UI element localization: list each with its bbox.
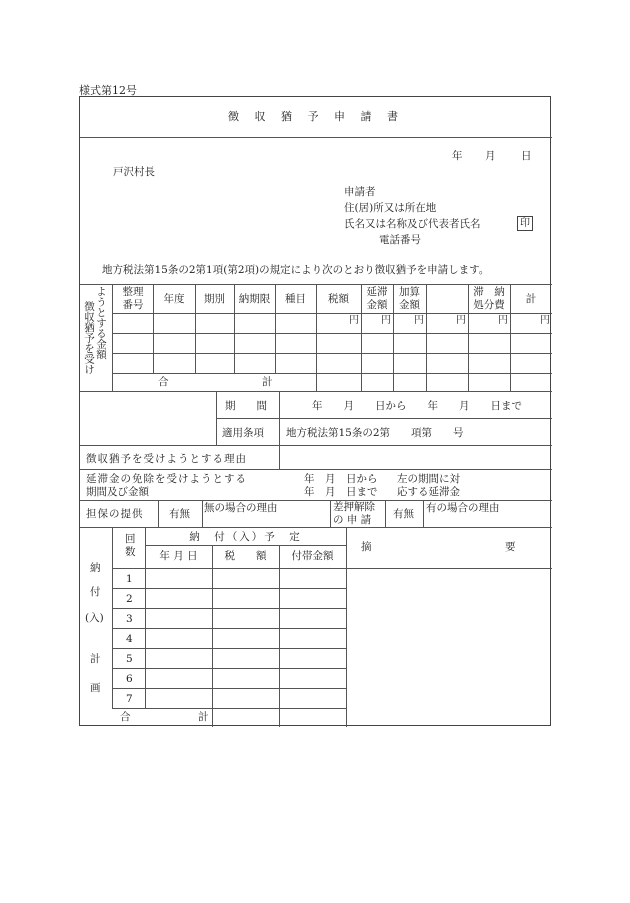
divider <box>112 333 552 334</box>
date-day: 日 <box>521 150 532 162</box>
divider <box>80 445 552 446</box>
collateral-umu: 有無 <box>169 508 190 520</box>
plan-total-left: 合 <box>120 711 131 723</box>
plan-side-1: 納 <box>90 562 101 574</box>
plan-group-header: 納 付（入）予 定 <box>189 531 302 543</box>
seizure-release-2: の 申 請 <box>333 514 372 526</box>
seal-mark: 印 <box>517 216 533 231</box>
col-zeigaku: 税額 <box>328 293 349 305</box>
applicant-address: 住(居)所又は所在地 <box>344 202 437 214</box>
form-number: 様式第12号 <box>79 84 137 97</box>
divider <box>80 391 552 392</box>
plan-side-3: (入) <box>85 612 104 624</box>
col-kasan-2: 金額 <box>399 299 420 311</box>
divider <box>112 373 552 374</box>
col-nokigen: 納期限 <box>238 293 271 305</box>
plan-row-number: 5 <box>126 653 133 665</box>
divider <box>145 545 346 546</box>
kikan-value: 年 月 日から 年 月 日まで <box>312 400 522 412</box>
col-seiri-2: 番号 <box>122 299 144 311</box>
plan-side-5: 画 <box>90 682 101 694</box>
divider <box>330 500 331 527</box>
col-nendo: 年度 <box>163 293 185 305</box>
col-entai-1: 延滞 <box>366 286 388 298</box>
divider <box>112 688 346 689</box>
remarks-label-right: 要 <box>505 541 516 553</box>
divider <box>80 500 552 501</box>
yen-mark: 円 <box>381 315 391 326</box>
plan-side-4: 計 <box>90 653 101 665</box>
delinquency-note-2: 応する延滞金 <box>397 486 460 498</box>
delinquency-date-from: 年 月 日から <box>304 473 378 485</box>
divider <box>279 545 280 727</box>
divider <box>426 284 427 391</box>
divider <box>112 708 346 709</box>
col-kei: 計 <box>525 293 537 305</box>
divider <box>112 313 552 314</box>
date-month: 月 <box>485 150 496 162</box>
collateral-none-reason: 無の場合の理由 <box>204 502 278 514</box>
yen-mark: 円 <box>414 315 424 326</box>
plan-fee-header: 付帯金額 <box>291 550 334 562</box>
divider <box>112 668 346 669</box>
divider <box>202 500 203 527</box>
divider <box>423 500 424 527</box>
delinquency-date-to: 年 月 日まで <box>304 486 378 498</box>
plan-side-2: 付 <box>90 586 101 598</box>
plan-row-number: 6 <box>126 673 133 685</box>
kaisu-label-1: 回 <box>125 533 136 545</box>
kaisu-label-2: 数 <box>125 546 136 558</box>
divider <box>112 628 346 629</box>
plan-row-number: 4 <box>126 633 133 645</box>
divider <box>112 648 346 649</box>
divider <box>112 588 346 589</box>
amount-total-right: 計 <box>262 376 273 388</box>
divider <box>385 500 386 527</box>
col-tainou-1: 滞 納 <box>473 286 505 298</box>
divider <box>80 527 552 528</box>
kikan-label: 期 間 <box>225 400 267 412</box>
col-kasan-1: 加算 <box>399 286 420 298</box>
col-shumoku: 種目 <box>285 293 306 305</box>
form-title: 徴 収 猶 予 申 請 書 <box>228 110 404 123</box>
collateral-label: 担保の提供 <box>86 508 144 520</box>
divider <box>112 608 346 609</box>
applicant-label: 申請者 <box>344 186 376 198</box>
divider <box>279 445 280 469</box>
amount-side-label-2: ようとする金額 <box>95 286 107 360</box>
applicant-name: 氏名又は名称及び代表者氏名 <box>344 218 481 230</box>
joko-value: 地方税法第15条の2第 項第 号 <box>286 427 464 439</box>
yen-mark: 円 <box>498 315 508 326</box>
yen-mark: 円 <box>540 315 550 326</box>
reason-label: 徴収猶予を受けようとする理由 <box>86 453 247 465</box>
plan-row-number: 7 <box>126 693 133 705</box>
date-year: 年 <box>452 150 463 162</box>
yen-mark: 円 <box>349 315 359 326</box>
joko-label: 適用条項 <box>222 427 264 439</box>
collateral-yes-reason: 有の場合の理由 <box>426 502 500 514</box>
col-tainou-2: 処分費 <box>473 299 505 311</box>
amount-total-left: 合 <box>158 376 169 388</box>
col-kibetsu: 期別 <box>204 293 225 305</box>
divider <box>112 568 552 569</box>
application-form <box>79 96 551 726</box>
col-entai-2: 金額 <box>366 299 388 311</box>
plan-row-number: 3 <box>126 613 133 625</box>
plan-tax-header: 税 額 <box>224 550 267 562</box>
delinquency-label-2: 期間及び金額 <box>86 486 149 498</box>
divider <box>346 527 347 727</box>
yen-mark: 円 <box>456 315 466 326</box>
delinquency-label-1: 延滞金の免除を受けようとする <box>86 473 247 485</box>
seizure-release-1: 差押解除 <box>333 501 375 513</box>
addressee: 戸沢村長 <box>113 166 155 178</box>
divider <box>212 545 213 727</box>
divider <box>112 527 113 708</box>
divider <box>216 418 552 419</box>
plan-total-right: 計 <box>198 711 209 723</box>
seizure-umu: 有無 <box>393 508 414 520</box>
applicant-phone: 電話番号 <box>379 234 421 246</box>
divider <box>112 353 552 354</box>
divider <box>80 469 552 470</box>
plan-row-number: 2 <box>126 593 133 605</box>
amount-side-label-1: 徴収猶予を受け <box>83 301 95 375</box>
divider <box>158 500 159 527</box>
delinquency-note-1: 左の期間に対 <box>397 473 460 485</box>
plan-row-number: 1 <box>126 573 133 585</box>
divider <box>80 137 552 138</box>
col-seiri-1: 整理 <box>122 286 144 298</box>
plan-date-header: 年 月 日 <box>159 550 198 562</box>
application-statement: 地方税法第15条の2第1項(第2項)の規定により次のとおり徴収猶予を申請します。 <box>102 264 490 276</box>
remarks-label-left: 摘 <box>361 541 372 553</box>
